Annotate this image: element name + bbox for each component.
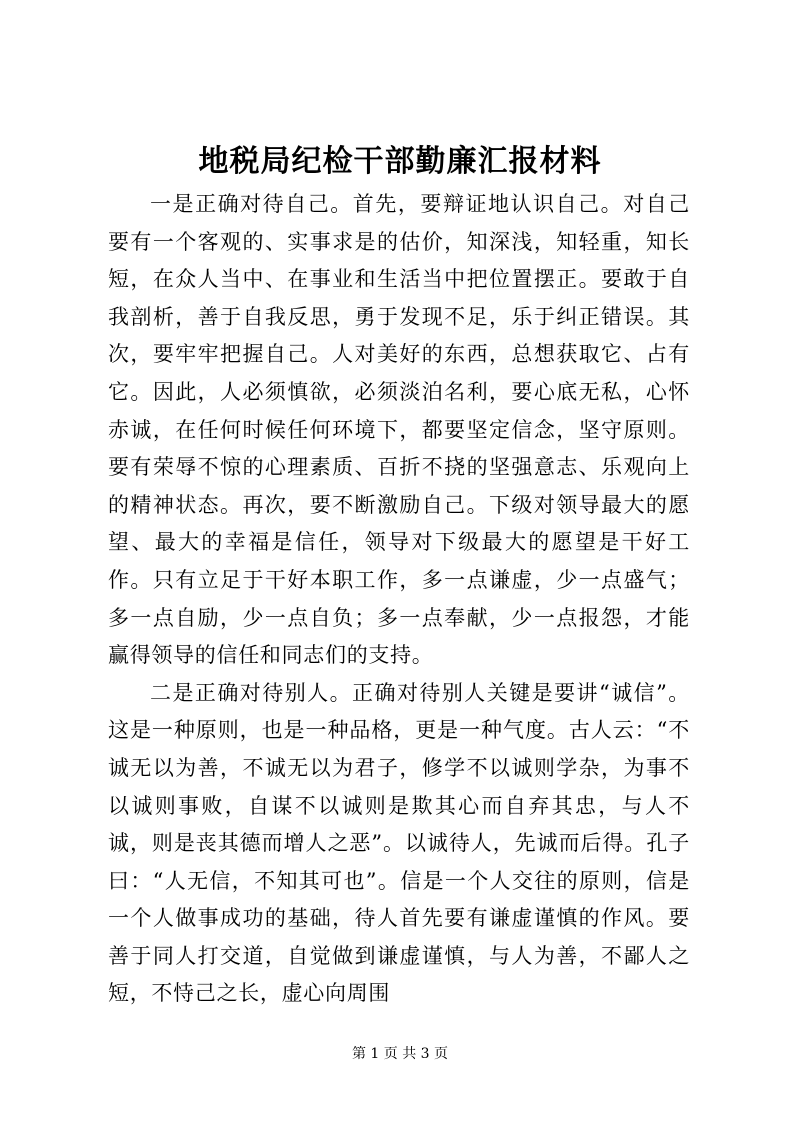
document-body	[108, 186, 690, 1013]
paragraph-1: 一是正确对待自己。首先，要辩证地认识自己。对自己要有一个客观的、实事求是的估价，知深浅，知轻重，知长短，在众人当中、在事业和生活当中把位置摆正。要敢于自我剖析，善于自我反思，勇于发现不足，乐于纠正错误。其次，要牢牢把握自己。人对美好的东西，总想获取它、占有它。因此，人必须慎欲，必须淡泊名利，要心底无私，心怀赤诚，在任何时候任何环境下，都要坚定信念，坚守原则。要有荣辱不惊的心理素质、百折不挠的坚强意志、乐观向上的精神状态。再次，要不断激励自己。下级对领导最大的愿望、最大的幸福是信任，领导对下级最大的愿望是干好工作。只有立足于干好本职工作，多一点谦虚，少一点盛气；多一点自励，少一点自负；多一点奉献，少一点报怨，才能赢得领导的信任和同志们的支持。	[108, 192, 690, 668]
page-footer: 第 1 页 共 3 页	[351, 1046, 449, 1062]
paragraph-2: 二是正确对待别人。正确对待别人关键是要讲“诚信”。这是一种原则，也是一种品格，更是一种气度。古人云：“不诚无以为善，不诚无以为君子，修学不以诚则学杂，为事不以诚则事败，自谋不以诚则是欺其心而自弃其忠，与人不诚，则是丧其德而增人之恶”。以诚待人，先诚而后得。孔子曰：“人无信，不知其可也”。信是一个人交往的原则，信是一个人做事成功的基础，待人首先要有谦虚谨慎的作风。要善于同人打交道，自觉做到谦虚谨慎，与人为善，不鄙人之短，不恃己之长，虚心向周围	[108, 680, 690, 1006]
document-title: 地税局纪检干部勤廉汇报材料	[198, 144, 602, 179]
